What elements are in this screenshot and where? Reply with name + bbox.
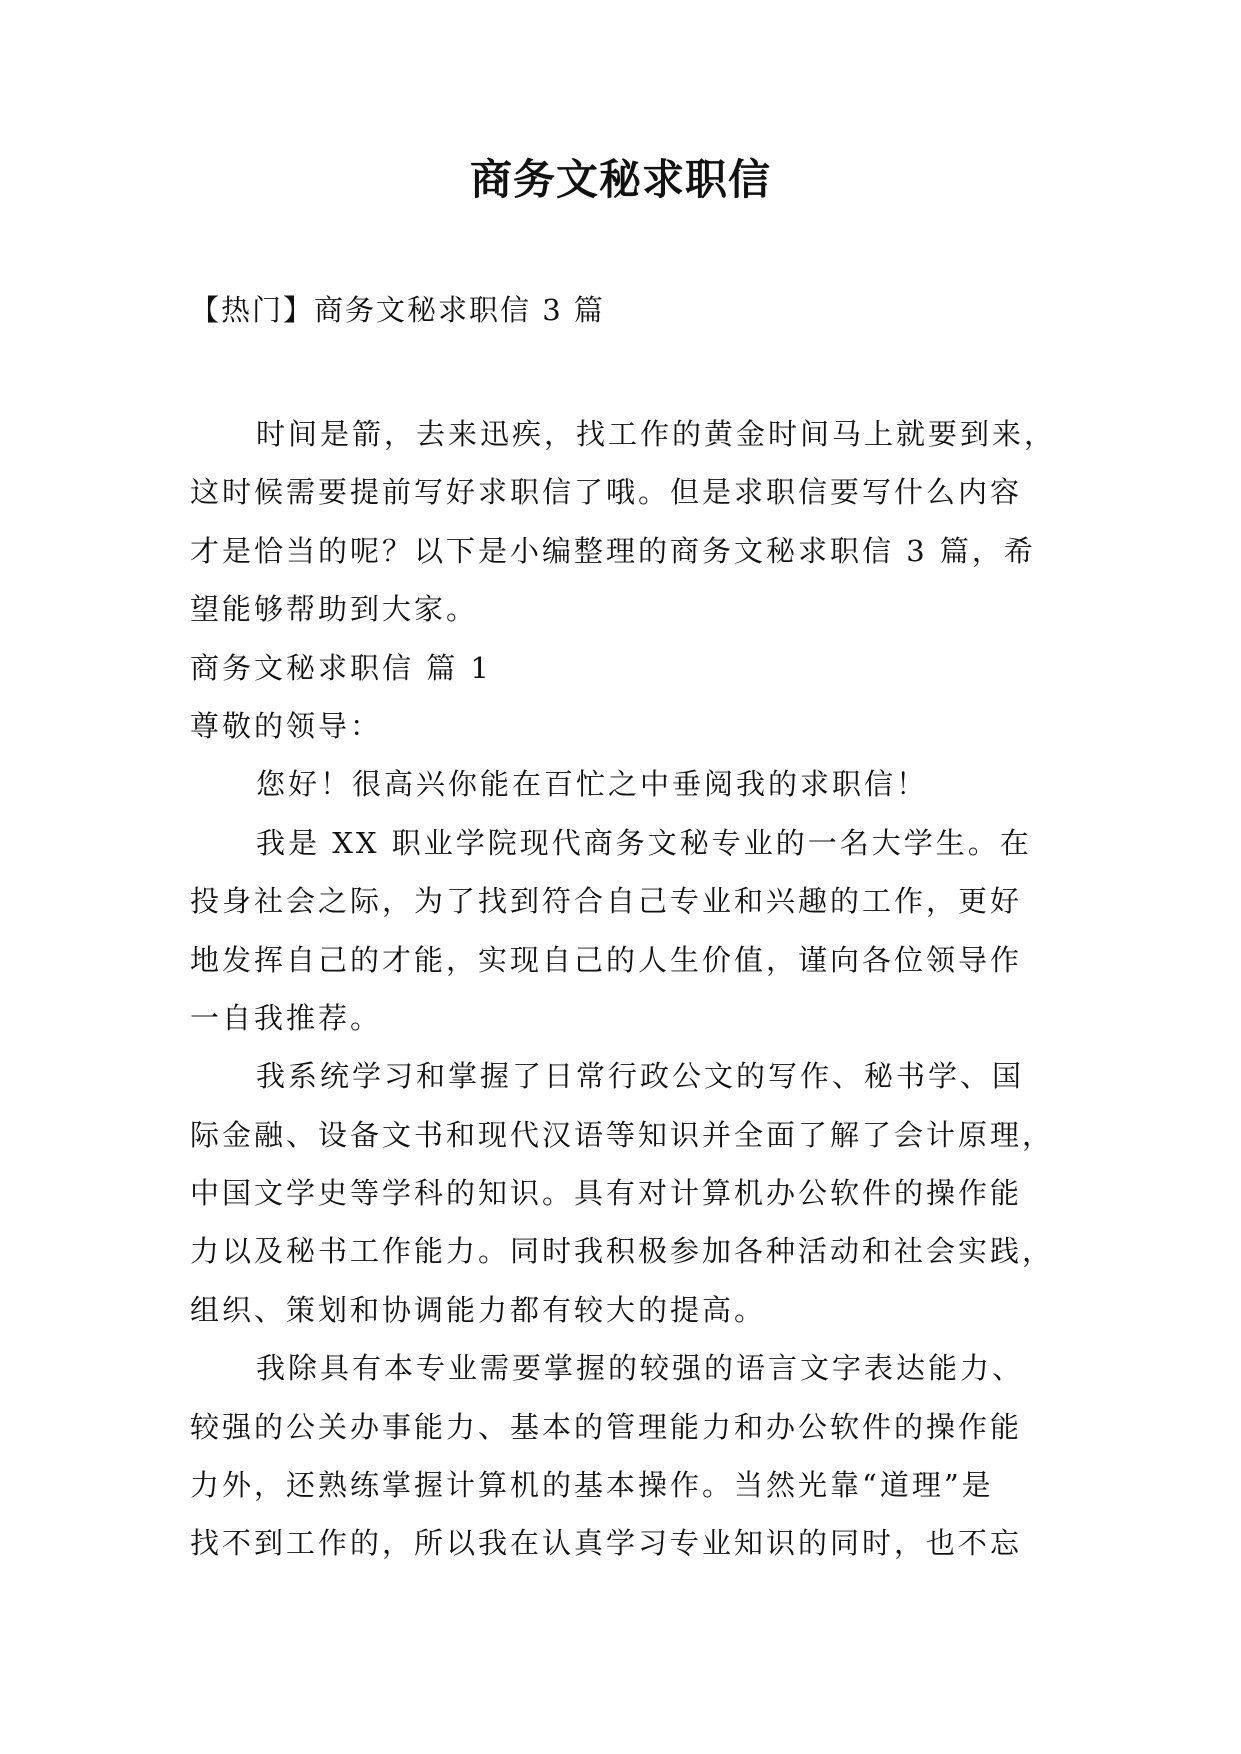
text-line: 我系统学习和掌握了日常行政公文的写作、秘书学、国 [256,1059,1025,1094]
text-line: 地发挥自己的才能，实现自己的人生价值，谨向各位领导作 [190,942,1023,977]
text-line: 力以及秘书工作能力。同时我积极参加各种活动和社会实践， [190,1234,1055,1269]
text-line: 我是 XX 职业学院现代商务文秘专业的一名大学生。在 [256,825,1032,860]
text-line: 力外，还熟练掌握计算机的基本操作。当然光靠“道理”是 [190,1468,994,1503]
text-line: 您好！很高兴你能在百忙之中垂阅我的求职信！ [256,767,929,802]
text-line: 投身社会之际，为了找到符合自己专业和兴趣的工作，更好 [190,884,1023,919]
text-line: 望能够帮助到大家。 [190,592,479,627]
text-line: 这时候需要提前写好求职信了哦。但是求职信要写什么内容 [190,475,1023,510]
section-heading: 商务文秘求职信 篇 1 [190,650,492,685]
text-line: 际金融、设备文书和现代汉语等知识并全面了解了会计原理， [190,1117,1055,1152]
text-line: 组织、策划和协调能力都有较大的提高。 [190,1292,767,1327]
text-line: 找不到工作的，所以我在认真学习专业知识的同时，也不忘 [190,1526,1023,1561]
text-line: 较强的公关办事能力、基本的管理能力和办公软件的操作能 [190,1409,1023,1444]
salutation: 尊敬的领导： [190,708,383,743]
text-line: 时间是箭，去来迅疾，找工作的黄金时间马上就要到来， [256,417,1057,451]
document-subtitle: 【热门】商务文秘求职信 3 篇 [190,293,605,327]
text-line: 才是恰当的呢？以下是小编整理的商务文秘求职信 3 篇，希 [190,533,1036,568]
text-line: 我除具有本专业需要掌握的较强的语言文字表达能力、 [256,1351,1025,1386]
text-line: 一自我推荐。 [190,1000,383,1035]
text-line: 中国文学史等学科的知识。具有对计算机办公软件的操作能 [190,1176,1023,1211]
document-title: 商务文秘求职信 [469,155,771,204]
document-body [190,405,1057,1573]
